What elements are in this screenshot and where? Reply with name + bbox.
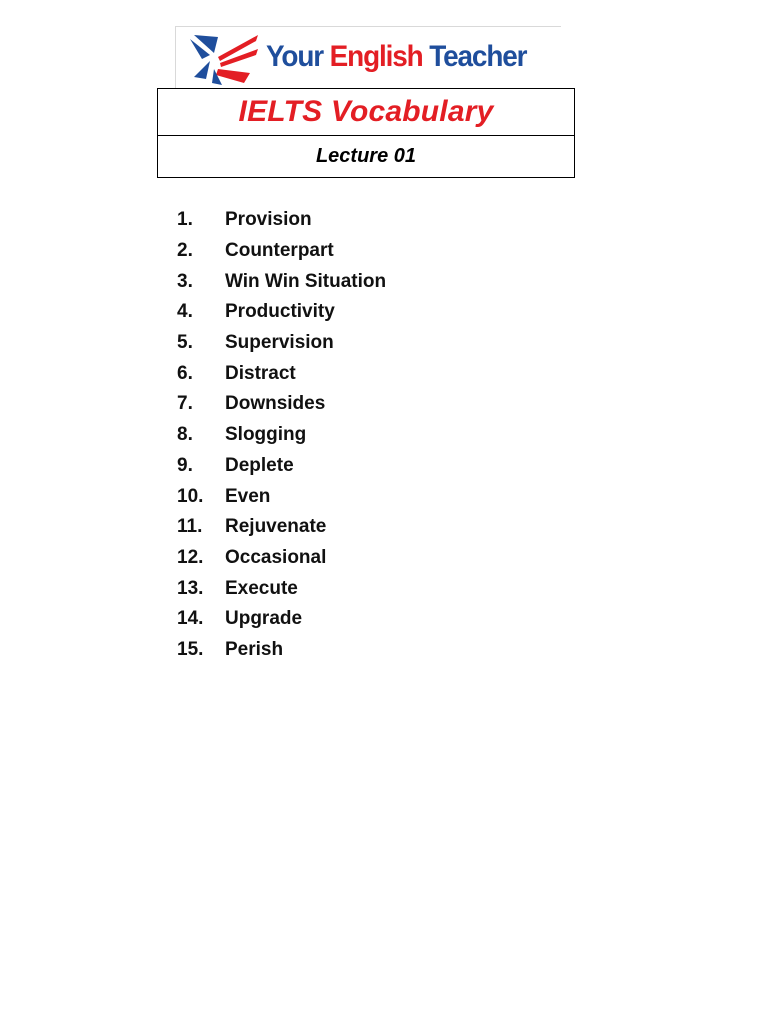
vocabulary-item bbox=[177, 297, 386, 328]
logo-star-mark-icon bbox=[188, 33, 260, 85]
item-number: 6. bbox=[177, 362, 193, 384]
lecture-label: Lecture 01 bbox=[315, 145, 417, 167]
item-number: 5. bbox=[177, 332, 193, 354]
item-number: 2. bbox=[177, 240, 193, 262]
vocabulary-item bbox=[177, 266, 386, 297]
item-number: 15. bbox=[177, 638, 204, 660]
vocabulary-item bbox=[177, 205, 386, 236]
vocabulary-item bbox=[177, 635, 386, 666]
item-number: 1. bbox=[177, 209, 193, 231]
vocabulary-item bbox=[177, 451, 386, 482]
page-title: IELTS Vocabulary bbox=[238, 95, 494, 128]
item-number: 9. bbox=[177, 454, 193, 476]
vocabulary-item bbox=[177, 389, 386, 420]
item-word: Supervision bbox=[225, 332, 334, 354]
vocabulary-item bbox=[177, 512, 386, 543]
item-word: Execute bbox=[225, 577, 298, 599]
logo-word-your: Your bbox=[266, 40, 324, 73]
vocabulary-item bbox=[177, 328, 386, 359]
vocabulary-item bbox=[177, 358, 386, 389]
vocabulary-item bbox=[177, 420, 386, 451]
subtitle-box bbox=[157, 135, 575, 178]
item-word: Slogging bbox=[225, 424, 307, 446]
item-number: 12. bbox=[177, 546, 204, 568]
item-word: Rejuvenate bbox=[225, 516, 327, 538]
vocabulary-item bbox=[177, 236, 386, 267]
title-box bbox=[157, 88, 575, 136]
item-word: Deplete bbox=[225, 454, 294, 476]
item-word: Downsides bbox=[225, 393, 326, 415]
item-word: Perish bbox=[225, 638, 284, 660]
item-word: Win Win Situation bbox=[225, 270, 387, 292]
item-number: 4. bbox=[177, 301, 193, 323]
item-number: 14. bbox=[177, 608, 204, 630]
item-word: Occasional bbox=[225, 546, 327, 568]
item-word: Even bbox=[225, 485, 271, 507]
item-word: Distract bbox=[225, 362, 296, 384]
logo-word-teacher: Teacher bbox=[429, 40, 527, 73]
vocabulary-item bbox=[177, 604, 386, 635]
item-word: Provision bbox=[225, 209, 312, 231]
vocabulary-item bbox=[177, 481, 386, 512]
vocabulary-item bbox=[177, 573, 386, 604]
vocabulary-list bbox=[177, 205, 386, 665]
vocabulary-item bbox=[177, 543, 386, 574]
item-number: 8. bbox=[177, 424, 193, 446]
logo-word-english: English bbox=[329, 40, 423, 73]
item-word: Upgrade bbox=[225, 608, 303, 630]
item-number: 3. bbox=[177, 270, 193, 292]
item-number: 13. bbox=[177, 577, 204, 599]
item-number: 11. bbox=[177, 516, 203, 538]
logo-wordmark bbox=[266, 39, 526, 75]
item-word: Productivity bbox=[225, 301, 335, 323]
logo bbox=[175, 26, 561, 88]
item-word: Counterpart bbox=[225, 240, 334, 262]
item-number: 7. bbox=[177, 393, 193, 415]
item-number: 10. bbox=[177, 485, 204, 507]
